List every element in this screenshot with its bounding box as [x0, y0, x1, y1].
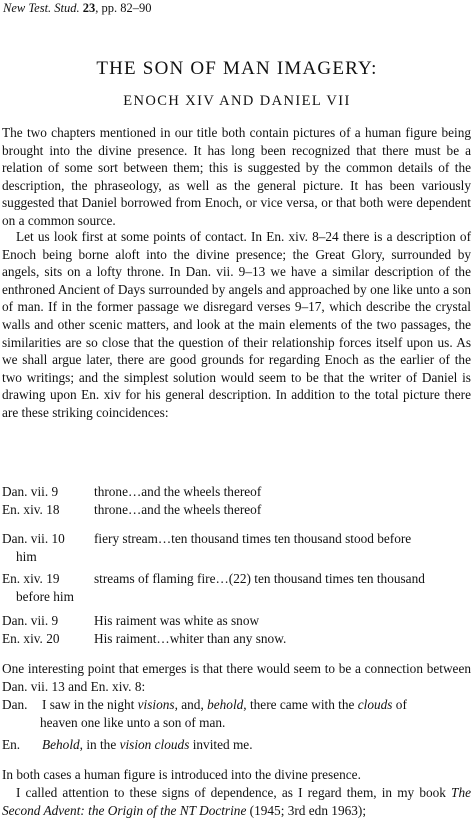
paragraph-3: One interesting point that emerges is that there would seem to be a connection between Dan. vii. 13 and En. xiv. 8:	[2, 661, 471, 694]
comparison-text: throne…and the wheels thereof	[94, 484, 262, 499]
quote-emphasis: behold	[207, 697, 244, 712]
comparison-line	[2, 612, 471, 630]
paragraph-text: I called attention to these signs of dependence, as I regard them, in my book	[16, 785, 452, 800]
quote-text: invited me.	[189, 737, 253, 752]
quote-text: of	[392, 697, 407, 712]
comparison-ref: En. xiv. 20	[2, 631, 60, 646]
comparison-text: streams of flaming fire…(22) ten thousand times ten thousand	[94, 571, 425, 586]
comparison-line	[2, 483, 471, 501]
quote-emphasis: Behold	[42, 737, 80, 752]
quote-emphasis: clouds	[357, 697, 393, 712]
comparison-ref: En. xiv. 19	[2, 571, 60, 586]
quote-daniel	[2, 696, 471, 714]
comparison-text: His raiment…whiter than any snow.	[94, 631, 287, 646]
article-subtitle: ENOCH XIV AND DANIEL VII	[123, 93, 351, 109]
quote-daniel-continuation: heaven one like unto a son of man.	[40, 715, 226, 730]
paragraph-4: In both cases a human figure is introduced into the divine presence.	[2, 767, 361, 782]
comparison-line	[2, 501, 471, 519]
comparison-line	[2, 530, 471, 548]
paragraph-2: Let us look first at some points of contact. In En. xiv. 8–24 there is a description of Enoch being borne aloft into the divine presence; the Great Glory, surrounded by angels, sits on a lofty throne. In Dan. vii. 9–13 we have a similar description of the enthroned Ancient of Days surrounded by angels and approached by one like unto a son of man. If in the former passage we disregard verses 9–17, which describe the crystal walls and other scenic matters, and look at the main elements of the two passages, the similarities are so close that the question of their relationship forces itself upon us. As we shall argue later, there are good grounds for regarding Enoch as the earlier of the two writings; and the simplest solution would seem to be that the writer of Daniel is drawing upon En. xiv for his general description. In addition to the total picture there are these striking coincidences:	[2, 229, 471, 420]
comparison-ref: En. xiv. 18	[2, 502, 60, 517]
comparison-continuation: before him	[16, 589, 74, 604]
quote-text: , there came with the	[243, 697, 358, 712]
journal-pages: , pp. 82–90	[95, 1, 152, 15]
comparison-text: His raiment was white as snow	[94, 613, 260, 628]
journal-header	[3, 0, 152, 16]
book-title: The Second Advent: the Origin of the NT Doctrine	[2, 785, 471, 818]
journal-name: New Test. Stud.	[3, 1, 80, 15]
quote-ref: En.	[2, 737, 21, 752]
comparison-ref: Dan. vii. 10	[2, 531, 65, 546]
comparison-text: fiery stream…ten thousand times ten thousand stood before	[94, 531, 412, 546]
paragraph-text: (1945; 3rd edn 1963);	[246, 802, 367, 818]
quote-enoch	[2, 736, 471, 754]
comparison-line	[2, 570, 471, 588]
quote-text: , and,	[174, 697, 208, 712]
quote-ref: Dan.	[2, 697, 28, 712]
quote-emphasis: vision clouds	[119, 737, 190, 752]
quote-text: I saw in the night	[42, 697, 138, 712]
quote-text: , in the	[79, 737, 120, 752]
comparison-ref: Dan. vii. 9	[2, 613, 59, 628]
comparison-text: throne…and the wheels thereof	[94, 502, 262, 517]
article-title: THE SON OF MAN IMAGERY:	[96, 58, 378, 79]
comparison-ref: Dan. vii. 9	[2, 484, 59, 499]
paragraph-5	[2, 784, 471, 819]
comparison-line	[2, 630, 471, 648]
comparison-continuation: him	[16, 549, 37, 564]
journal-volume: 23	[82, 1, 96, 15]
paragraph-1: The two chapters mentioned in our title both contain pictures of a human figure being brought into the divine presence. It has long been recognized that there must be a relation of some sort between them; this is suggested by the common details of the description, the phraseology, as well as the general picture. It has been variously suggested that Daniel borrowed from Enoch, or vice versa, or that both were dependent on a common source.	[2, 125, 471, 228]
quote-emphasis: visions	[137, 697, 175, 712]
